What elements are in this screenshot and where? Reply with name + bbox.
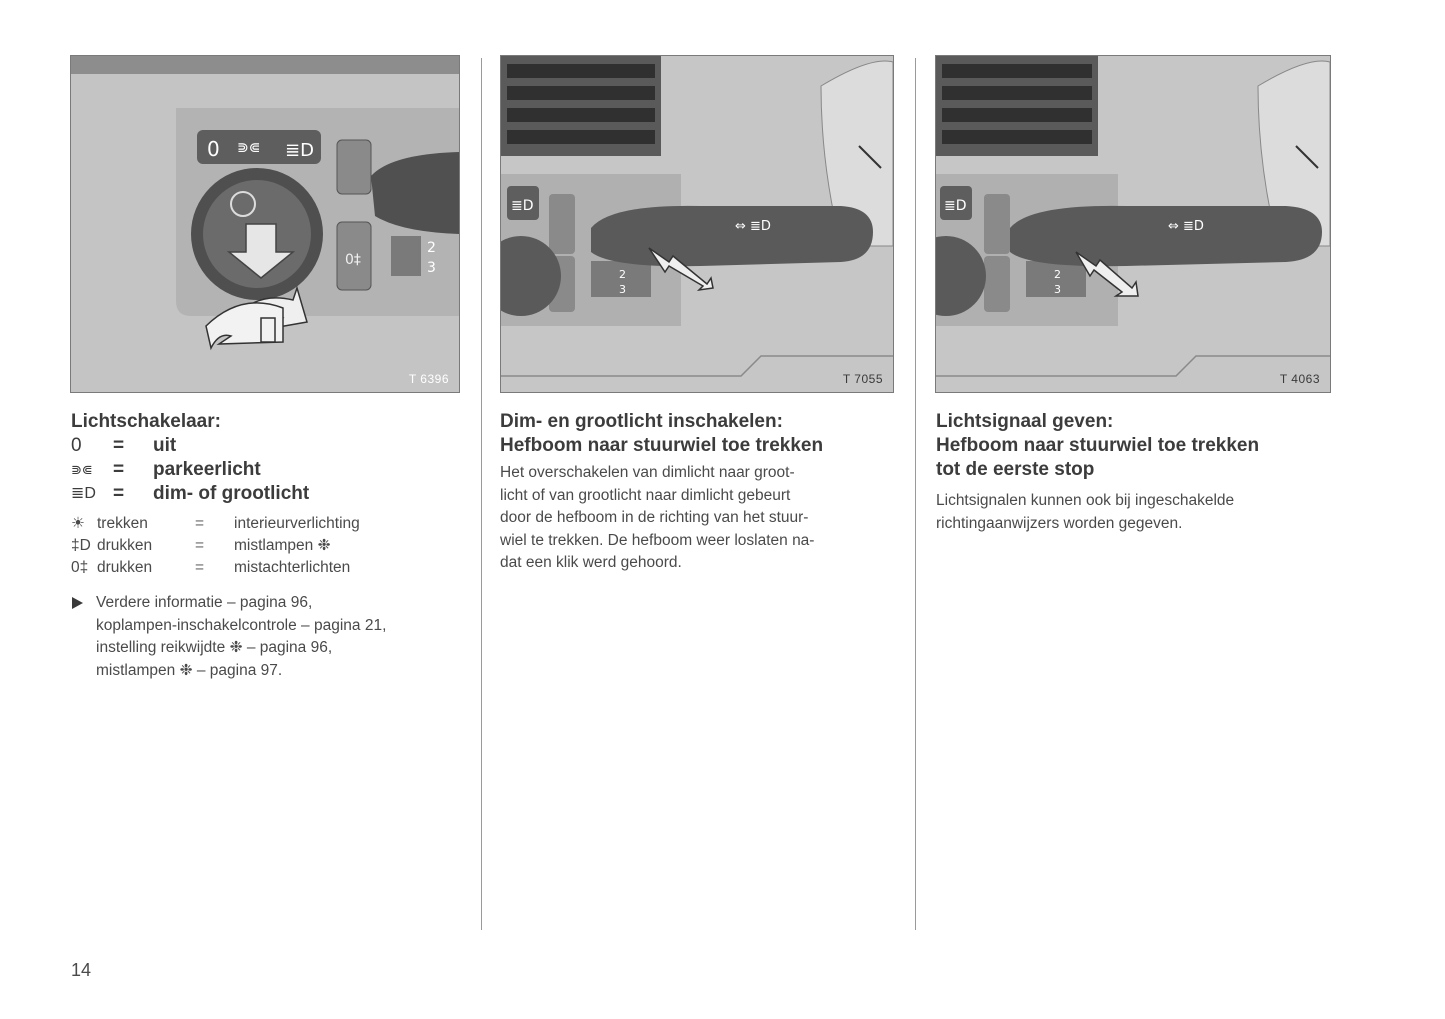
note-line: koplampen-inschakelcontrole – pagina 21, (96, 616, 387, 634)
svg-text:2: 2 (427, 240, 436, 256)
flash-body (936, 490, 1336, 535)
body-line: licht of van grootlicht naar dimlicht gebeurt (500, 486, 791, 504)
definition-off: 0 = uit (71, 435, 177, 456)
dip-beam-heading-line1: Dim- en grootlicht inschakelen: (500, 411, 783, 432)
column-divider-right (915, 58, 916, 930)
svg-text:3: 3 (619, 283, 626, 296)
svg-text:⋑⋐: ⋑⋐ (237, 140, 261, 156)
svg-text:⇔ ≣D: ⇔ ≣D (735, 219, 771, 234)
light-switch-heading: Lichtschakelaar: (71, 411, 221, 432)
flash-heading-line2: Hefboom naar stuurwiel toe trekken (936, 435, 1260, 456)
symbol-zero: 0 (71, 435, 82, 456)
light-switch-photo (70, 55, 460, 393)
svg-text:3: 3 (1054, 283, 1061, 296)
svg-text:≣D: ≣D (511, 198, 534, 214)
sub-definition-rear-fog: 0‡ drukken = mistachterlichten (71, 557, 451, 579)
dip-beam-lever-photo (500, 55, 894, 393)
fog-lamp-icon: ‡D (71, 537, 91, 554)
note-line: instelling reikwijdte ❉ – pagina 96, (96, 639, 333, 656)
svg-text:0‡: 0‡ (345, 252, 361, 268)
headlight-icon: ≣D (71, 485, 96, 502)
parking-light-icon: ⋑⋐ (71, 462, 93, 477)
flash-heading-line3: tot de eerste stop (936, 459, 1095, 480)
sub-definition-fog-lamps: ‡D drukken = mistlampen ❉ (71, 535, 451, 557)
definition-parking-light: ⋑⋐ = parkeerlicht (71, 459, 261, 480)
sub-definition-interior: ☀ trekken = interieurverlichting (71, 513, 451, 535)
interior-light-icon: ☀ (71, 515, 85, 532)
bullet-triangle-icon (72, 597, 83, 609)
figure-code: T 7055 (842, 372, 883, 386)
svg-text:2: 2 (619, 268, 626, 281)
body-line: Lichtsignalen kunnen ook bij ingeschakelde (936, 492, 1235, 509)
svg-text:≣D: ≣D (285, 140, 314, 161)
svg-text:2: 2 (1054, 268, 1061, 281)
svg-text:3: 3 (427, 260, 436, 276)
rear-fog-lamp-icon: 0‡ (71, 559, 89, 576)
svg-text:⇔ ≣D: ⇔ ≣D (1168, 219, 1204, 234)
note-line: mistlampen ❉ – pagina 97. (96, 661, 283, 679)
svg-text:≣D: ≣D (944, 198, 967, 214)
body-line: door de hefboom in de richting van het stuur- (500, 509, 809, 526)
page-number: 14 (71, 960, 92, 980)
body-line: wiel te trekken. De hefboom weer loslaten na- (500, 531, 815, 549)
note-line: Verdere informatie – pagina 96, (96, 594, 313, 611)
definition-headlight: ≣D = dim- of grootlicht (71, 483, 310, 504)
headlight-flash-lever-photo (935, 55, 1331, 393)
column-divider-left (481, 58, 482, 930)
figure-code: T 4063 (1279, 372, 1320, 386)
dip-beam-heading-line2: Hefboom naar stuurwiel toe trekken (500, 435, 824, 456)
body-line: dat een klik werd gehoord. (500, 554, 682, 571)
body-line: richtingaanwijzers worden gegeven. (936, 514, 1183, 532)
figure-code: T 6396 (408, 372, 449, 386)
flash-heading-line1: Lichtsignaal geven: (936, 411, 1114, 432)
body-line: Het overschakelen van dimlicht naar groot- (500, 464, 795, 481)
svg-text:0: 0 (207, 137, 220, 161)
dip-beam-body (500, 462, 900, 575)
